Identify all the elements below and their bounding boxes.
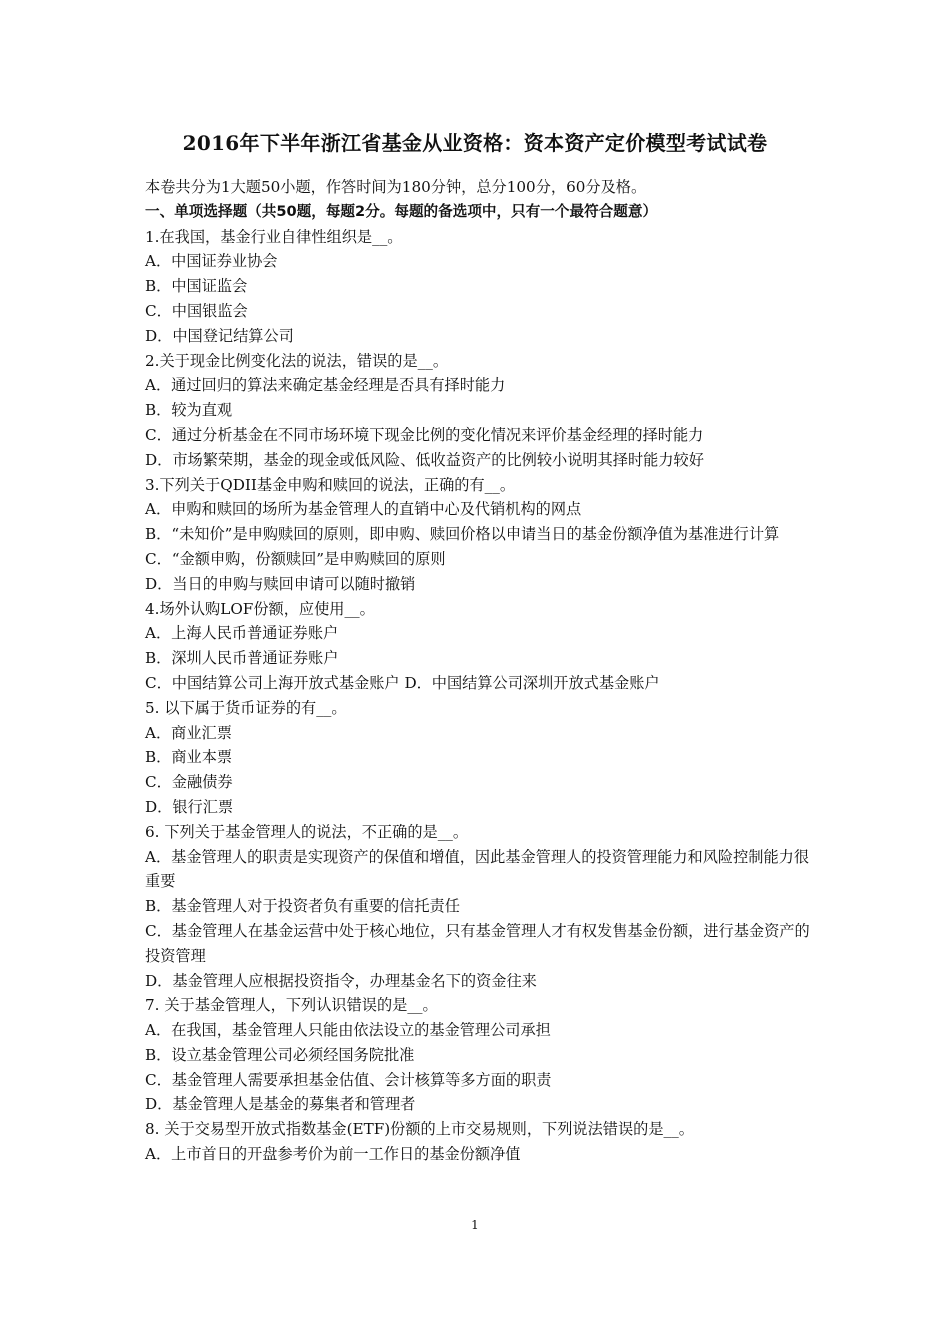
question-text: 6. 下列关于基金管理人的说法，不正确的是__。 — [145, 822, 469, 841]
answer-option: C．中国银监会 — [145, 301, 248, 320]
question-text: 7. 关于基金管理人，下列认识错误的是__。 — [145, 996, 438, 1015]
question-text: 2.关于现金比例变化法的说法，错误的是__。 — [145, 351, 449, 370]
answer-option: B．商业本票 — [145, 748, 233, 767]
answer-option: A．上海人民币普通证券账户 — [145, 624, 339, 643]
question-text: 1.在我国，基金行业自律性组织是__。 — [145, 227, 403, 246]
answer-option: D．市场繁荣期，基金的现金或低风险、低收益资产的比例较小说明其择时能力较好 — [145, 450, 704, 469]
question-text: 4.场外认购LOF份额，应使用__。 — [145, 599, 375, 618]
answer-option: B．中国证监会 — [145, 277, 248, 296]
answer-option: A．中国证券业协会 — [145, 252, 278, 271]
question-text: 8. 关于交易型开放式指数基金(ETF)份额的上市交易规则，下列说法错误的是__。 — [145, 1120, 694, 1139]
answer-option: C．中国结算公司上海开放式基金账户 D．中国结算公司深圳开放式基金账户 — [145, 673, 660, 692]
question-text: 5. 以下属于货币证券的有__。 — [145, 698, 347, 717]
answer-option: A．上市首日的开盘参考价为前一工作日的基金份额净值 — [145, 1145, 521, 1164]
intro-text: 本卷共分为1大题50小题，作答时间为180分钟，总分100分，60分及格。 — [145, 178, 647, 196]
answer-option: D．银行汇票 — [145, 797, 234, 816]
answer-option: C．“金额申购，份额赎回”是申购赎回的原则 — [145, 549, 446, 568]
document-body — [145, 175, 815, 1167]
answer-option: D．基金管理人应根据投资指令，办理基金名下的资金往来 — [145, 971, 537, 990]
answer-option: A．基金管理人的职责是实现资产的保值和增值，因此基金管理人的投资管理能力和风险控制能力很重要 — [145, 847, 810, 891]
page-title: 2016年下半年浙江省基金从业资格：资本资产定价模型考试试卷 — [182, 131, 768, 155]
answer-option: C．基金管理人在基金运营中处于核心地位，只有基金管理人才有权发售基金份额，进行基金资产的投资管理 — [145, 921, 810, 965]
answer-option: D．当日的申购与赎回申请可以随时撤销 — [145, 574, 416, 593]
answer-option: C．通过分析基金在不同市场环境下现金比例的变化情况来评价基金经理的择时能力 — [145, 425, 704, 444]
section-heading: 一、单项选择题（共50题，每题2分。每题的备选项中，只有一个最符合题意） — [145, 202, 658, 220]
answer-option: C．金融债券 — [145, 773, 233, 792]
answer-option: B．“未知价”是申购赎回的原则，即申购、赎回价格以申请当日的基金份额净值为基准进行计算 — [145, 525, 780, 544]
answer-option: A．通过回归的算法来确定基金经理是否具有择时能力 — [145, 376, 506, 395]
question-text: 3.下列关于QDII基金申购和赎回的说法，正确的有__。 — [145, 475, 516, 494]
answer-option: A．申购和赎回的场所为基金管理人的直销中心及代销机构的网点 — [145, 500, 582, 519]
answer-option: B．基金管理人对于投资者负有重要的信托责任 — [145, 897, 460, 916]
answer-option: B．深圳人民币普通证券账户 — [145, 649, 339, 668]
answer-option: A．在我国，基金管理人只能由依法设立的基金管理公司承担 — [145, 1021, 551, 1040]
answer-option: D．中国登记结算公司 — [145, 326, 294, 345]
answer-option: A．商业汇票 — [145, 723, 232, 742]
page-number: 1 — [471, 1218, 479, 1232]
answer-option: B．较为直观 — [145, 401, 233, 420]
question-list — [145, 225, 815, 1167]
answer-option: C．基金管理人需要承担基金估值、会计核算等多方面的职责 — [145, 1070, 552, 1089]
answer-option: D．基金管理人是基金的募集者和管理者 — [145, 1095, 416, 1114]
answer-option: B．设立基金管理公司必须经国务院批准 — [145, 1045, 415, 1064]
